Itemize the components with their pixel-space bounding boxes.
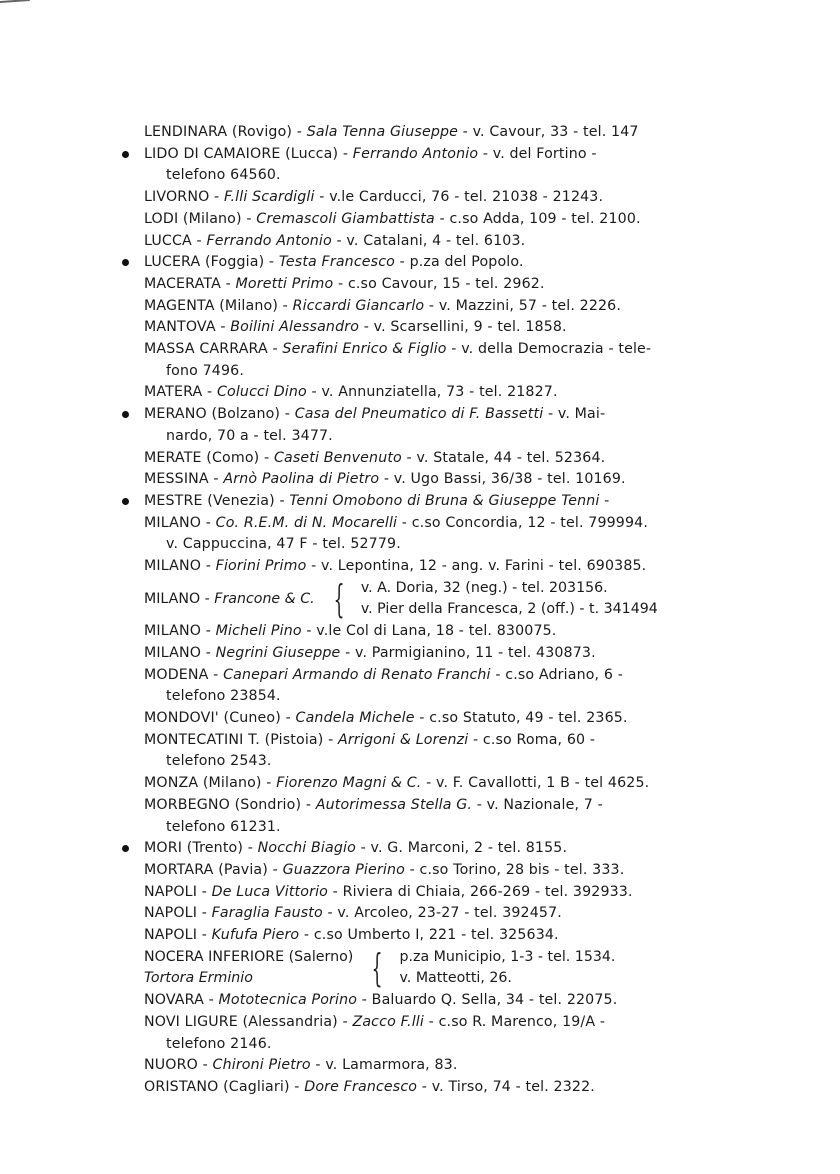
listing-entry [118,643,818,665]
entry-text: LIDO DI CAMAIORE (Lucca) - [144,145,353,162]
dealer-name: Guazzora Pierino [282,861,405,878]
entry-text: telefono 61231. [166,818,281,835]
listing-entry [118,209,818,231]
entry-text: telefono 23854. [166,688,281,705]
listing-entry [118,274,818,296]
address-line: v. A. Doria, 32 (neg.) - tel. 203156. [360,579,608,596]
entry-line [144,708,818,730]
dealer-listing [118,122,818,1099]
entry-text: - v.le Col di Lana, 18 - tel. 830075. [301,623,557,640]
entry-text: LUCERA (Foggia) - [144,254,279,271]
entry-text: telefono 2543. [166,753,272,770]
dealer-name: Francone & C. [214,590,315,607]
entry-text: MILANO - [144,590,215,607]
entry-text: telefono 64560. [166,167,281,184]
entry-line [144,860,818,882]
dealer-name: Testa Francesco [278,254,395,271]
dealer-name: Dore Francesco [304,1078,418,1095]
entry-text: MONTECATINI T. (Pistoia) - [144,731,339,748]
entry-line [144,838,818,860]
dealer-name: Zacco F.lli [352,1013,424,1030]
entry-text: - c.so Umberto I, 221 - tel. 325634. [299,927,559,944]
entry-line [144,947,353,969]
entry-text: - v. Mai- [543,406,606,423]
entry-text: - v. Parmigianino, 11 - tel. 430873. [340,644,596,661]
entry-text: - p.za del Popolo. [394,254,524,271]
listing-entry [118,339,818,382]
listing-entry [118,404,818,447]
dealer-name: Autorimessa Stella G. [315,796,473,813]
listing-entry [118,708,818,730]
entry-text: MACERATA - [144,275,236,292]
listing-entry-grouped [118,947,818,990]
entry-text: MASSA CARRARA - [144,341,283,358]
entry-text: NUORO - [144,1057,213,1074]
entry-text: - v. G. Marconi, 2 - tel. 8155. [355,840,568,857]
dealer-name: Fiorenzo Magni & C. [276,775,422,792]
entry-text: - Baluardo Q. Sella, 34 - tel. 22075. [357,992,618,1009]
grouping-brace: { [333,577,345,622]
dealer-name: Riccardi Giancarlo [292,297,425,314]
dealer-name: Nocchi Biagio [257,840,356,857]
entry-text: MILANO - [144,623,216,640]
listing-entry [118,665,818,708]
entry-text: - c.so Statuto, 49 - tel. 2365. [414,709,628,726]
listing-entry [118,1055,818,1077]
entry-text: MILANO - [144,558,216,575]
entry-text: - c.so Roma, 60 - [468,731,596,748]
listing-entry [118,252,818,274]
entry-text: - v. Catalani, 4 - tel. 6103. [331,232,526,249]
listing-entry [118,882,818,904]
listing-entry [118,990,818,1012]
entry-text: MATERA - [144,384,217,401]
entry-text: ORISTANO (Cagliari) - [144,1078,305,1095]
bullet-marker [122,259,129,266]
entry-text: MORI (Trento) - [144,840,258,857]
entry-line [144,296,818,318]
entry-text: - v. della Democrazia - tele- [446,341,652,358]
dealer-name: Fiorini Primo [215,558,307,575]
listing-entry [118,903,818,925]
entry-line [144,665,818,687]
listing-entry [118,122,818,144]
listing-entry [118,448,818,470]
entry-text: MANTOVA - [144,319,231,336]
dealer-name: Mototecnica Porino [218,992,358,1009]
bullet-marker [122,151,129,158]
dealer-name: Casa del Pneumatico di F. Bassetti [294,406,544,423]
entry-line [144,1055,818,1077]
dealer-name: F.lli Scardigli [224,189,315,206]
entry-line [144,426,818,448]
entry-text: - v. F. Cavallotti, 1 B - tel 4625. [421,775,650,792]
page-corner-mark [0,0,30,9]
entry-line [144,513,818,535]
entry-line [144,361,818,383]
entry-text: - v. Cavour, 33 - tel. 147 [458,124,639,140]
entry-line [144,231,818,253]
listing-entry [118,1077,818,1099]
entry-line [144,382,818,404]
listing-entry [118,556,818,578]
entry-right-column [400,947,616,990]
entry-line [144,903,818,925]
dealer-name: Colucci Dino [216,384,307,401]
dealer-name: Arnò Paolina di Pietro [223,471,380,488]
entry-text: - v.le Carducci, 76 - tel. 21038 - 21243. [314,189,604,206]
dealer-name: Caseti Benvenuto [273,449,402,466]
entry-line [144,317,818,339]
entry-text: - v. Scarsellini, 9 - tel. 1858. [359,319,567,336]
entry-line [144,968,353,990]
entry-text: NAPOLI - [144,883,212,900]
dealer-name: Negrini Giuseppe [215,644,341,661]
dealer-name: Cremascoli Giambattista [256,210,435,227]
entry-text: MILANO - [144,644,216,661]
entry-line [144,1034,818,1056]
dealer-name: Micheli Pino [215,623,302,640]
entry-text: NOVARA - [144,992,219,1009]
entry-text: NAPOLI - [144,905,212,922]
entry-text: LENDINARA (Rovigo) - [144,124,307,140]
listing-entry [118,231,818,253]
dealer-name: Serafini Enrico & Figlio [282,341,447,358]
dealer-name: Ferrando Antonio [352,145,479,162]
entry-line [144,1077,818,1099]
entry-text: - v. Arcoleo, 23-27 - tel. 392457. [322,905,562,922]
entry-text: - Riviera di Chiaia, 266-269 - tel. 392933. [328,883,633,900]
dealer-name: Tenni Omobono di Bruna & Giuseppe Tenni [289,492,600,509]
entry-line [144,925,818,947]
entry-line [144,144,818,166]
entry-text: - v. Ugo Bassi, 36/38 - tel. 10169. [379,471,626,488]
entry-line [144,469,818,491]
bullet-marker [122,845,129,852]
entry-text: - c.so R. Marenco, 19/A - [424,1013,606,1030]
listing-entry [118,621,818,643]
entry-text: NOVI LIGURE (Alessandria) - [144,1013,353,1030]
entry-text: MERATE (Como) - [144,449,274,466]
entry-text: - v. del Fortino - [478,145,597,162]
entry-text: MERANO (Bolzano) - [144,406,295,423]
listing-entry [118,491,818,513]
grouping-brace: { [371,946,383,991]
listing-entry [118,838,818,860]
listing-entry [118,513,818,556]
entry-text: - c.so Adriano, 6 - [490,666,623,683]
dealer-name: Canepari Armando di Renato Franchi [223,666,491,683]
listing-entry [118,382,818,404]
entry-text: telefono 2146. [166,1035,272,1052]
dealer-name: Chironi Pietro [212,1057,311,1074]
entry-line [144,589,315,611]
entry-text: MODENA - [144,666,224,683]
entry-line [144,643,818,665]
entry-line [144,404,818,426]
entry-text: - v. Lamarmora, 83. [310,1057,458,1074]
entry-text: LUCCA - [144,232,207,249]
bullet-marker [122,498,129,505]
listing-entry [118,296,818,318]
entry-line [144,491,818,513]
entry-text: - c.so Torino, 28 bis - tel. 333. [404,861,625,878]
entry-line [144,1012,818,1034]
entry-line [144,556,818,578]
entry-line [144,817,818,839]
entry-line [144,252,818,274]
listing-entry [118,795,818,838]
listing-entry [118,925,818,947]
entry-text: - v. Mazzini, 57 - tel. 2226. [424,297,622,314]
dealer-name: Sala Tenna Giuseppe [306,124,459,140]
listing-entry [118,1012,818,1055]
address-line: v. Matteotti, 26. [399,970,512,987]
dealer-name: Ferrando Antonio [206,232,332,249]
entry-text: - [599,492,610,509]
entry-text: nardo, 70 a - tel. 3477. [166,427,333,444]
entry-text: MESTRE (Venezia) - [144,492,290,509]
entry-text: - v. Annunziatella, 73 - tel. 21827. [306,384,558,401]
dealer-name: Co. R.E.M. di N. Mocarelli [215,514,398,531]
dealer-name: Boilini Alessandro [230,319,360,336]
entry-line [144,274,818,296]
entry-line [144,534,818,556]
entry-text: MILANO - [144,514,216,531]
entry-line [144,187,818,209]
dealer-name: Moretti Primo [235,275,334,292]
listing-entry [118,187,818,209]
dealer-name: Arrigoni & Lorenzi [338,731,469,748]
entry-text: - c.so Adda, 109 - tel. 2100. [434,210,641,227]
entry-line [144,751,818,773]
entry-text: LIVORNO - [144,189,224,206]
entry-line [144,621,818,643]
entry-line [144,686,818,708]
listing-entry [118,860,818,882]
entry-line [144,795,818,817]
listing-entry [118,773,818,795]
entry-text: - c.so Cavour, 15 - tel. 2962. [333,275,545,292]
entry-text: - v. Lepontina, 12 - ang. v. Farini - tel. 690385. [306,558,647,575]
entry-line [144,882,818,904]
entry-text: v. Cappuccina, 47 F - tel. 52779. [166,536,401,553]
entry-text: - v. Statale, 44 - tel. 52364. [401,449,606,466]
entry-text: MONZA (Milano) - [144,775,277,792]
entry-text: NAPOLI - [144,927,212,944]
dealer-name: Candela Michele [295,709,415,726]
entry-left-column [144,589,315,611]
entry-left-column [144,947,353,990]
listing-entry [118,730,818,773]
entry-line [144,122,818,144]
entry-right-column [361,578,658,621]
entry-text: fono 7496. [166,362,244,379]
entry-line [144,209,818,231]
entry-text: MESSINA - [144,471,224,488]
entry-text: - v. Tirso, 74 - tel. 2322. [417,1078,595,1095]
entry-text: MAGENTA (Milano) - [144,297,293,314]
entry-text: - v. Nazionale, 7 - [472,796,603,813]
entry-text: MORTARA (Pavia) - [144,861,283,878]
entry-line [144,339,818,361]
entry-text: MORBEGNO (Sondrio) - [144,796,316,813]
dealer-name: Kufufa Piero [211,927,300,944]
listing-entry [118,144,818,187]
entry-line [144,990,818,1012]
entry-text: NOCERA INFERIORE (Salerno) [144,948,354,965]
listing-entry-grouped [118,578,818,621]
listing-entry [118,317,818,339]
address-line: p.za Municipio, 1-3 - tel. 1534. [399,948,616,965]
entry-line [144,730,818,752]
dealer-name: De Luca Vittorio [211,883,328,900]
entry-line [144,165,818,187]
listing-entry [118,469,818,491]
entry-text: MONDOVI' (Cuneo) - [144,709,296,726]
entry-text: LODI (Milano) - [144,210,257,227]
address-line: v. Pier della Francesca, 2 (off.) - t. 341494 [360,601,658,618]
entry-line [144,773,818,795]
bullet-marker [122,411,129,418]
entry-text: - c.so Concordia, 12 - tel. 799994. [397,514,648,531]
entry-line [144,448,818,470]
dealer-name: Tortora Erminio [144,970,253,987]
dealer-name: Faraglia Fausto [211,905,323,922]
